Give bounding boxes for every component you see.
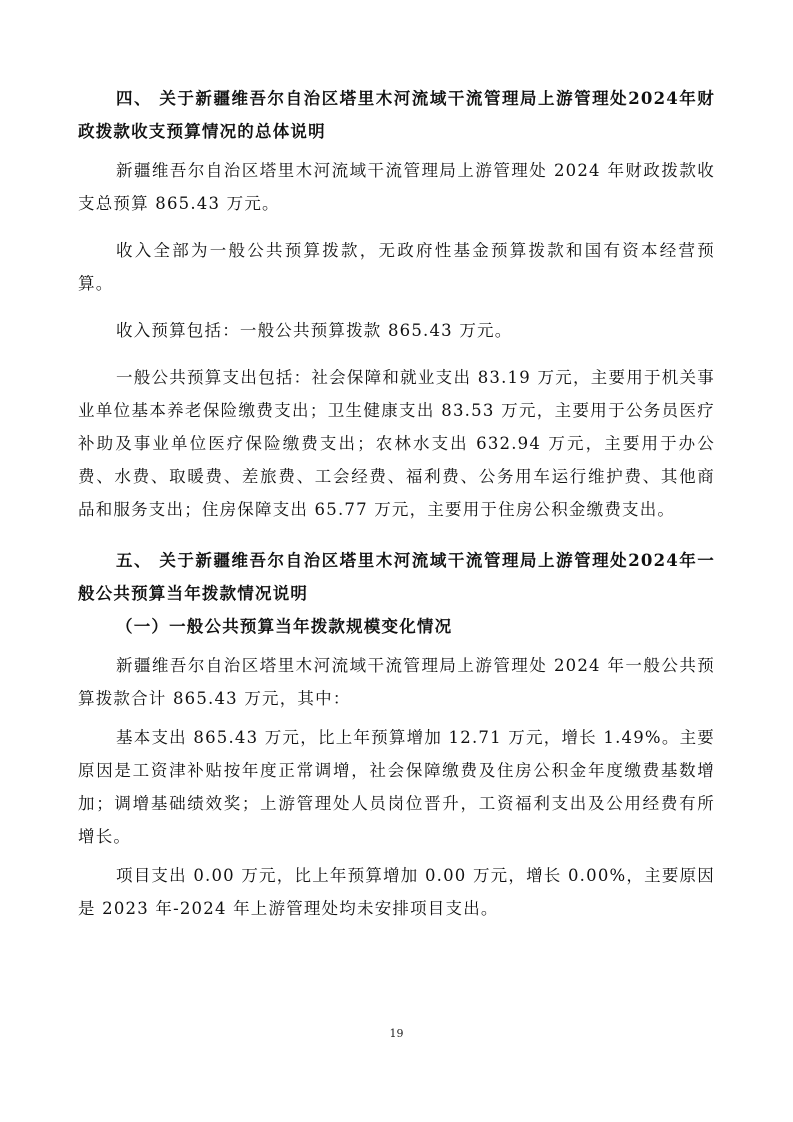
section-5-heading: 五、 关于新疆维吾尔自治区塔里木河流域干流管理局上游管理处2024年一般公共预算当年拨款情况说明: [78, 551, 715, 603]
page-number: 19: [389, 1027, 404, 1040]
section-4-paragraph-2: 收入全部为一般公共预算拨款，无政府性基金预算拨款和国有资本经营预算。: [78, 241, 715, 293]
document-page: [78, 78, 715, 925]
section-5-paragraph-1: 新疆维吾尔自治区塔里木河流域干流管理局上游管理处 2024 年一般公共预算拨款合计 865.43 万元，其中：: [78, 656, 715, 708]
section-4-paragraph-4: 一般公共预算支出包括：社会保障和就业支出 83.19 万元，主要用于机关事业单位基本养老保险缴费支出；卫生健康支出 83.53 万元，主要用于公务员医疗补助及事业单位医疗保险缴费支出；农林水支出 632.94 万元，主要用于办公费、水费、取暖费、差旅费、工会经费、福利费、公务用车运行维护费、其他商品和服务支出；住房保障支出 65.77 万元，主要用于住房公积金缴费支出。: [78, 368, 715, 519]
section-4-heading: 四、 关于新疆维吾尔自治区塔里木河流域干流管理局上游管理处2024年财政拨款收支预算情况的总体说明: [78, 89, 715, 141]
section-4-paragraph-3: 收入预算包括：一般公共预算拨款 865.43 万元。: [116, 321, 513, 340]
section-4-paragraph-1: 新疆维吾尔自治区塔里木河流域干流管理局上游管理处 2024 年财政拨款收支总预算 865.43 万元。: [78, 161, 715, 213]
section-5-paragraph-3: 项目支出 0.00 万元，比上年预算增加 0.00 万元，增长 0.00%，主要原因是 2023 年-2024 年上游管理处均未安排项目支出。: [78, 866, 715, 918]
section-5-paragraph-2: 基本支出 865.43 万元，比上年预算增加 12.71 万元，增长 1.49%。主要原因是工资津补贴按年度正常调增，社会保障缴费及住房公积金年度缴费基数增加；调增基础绩效奖；上游管理处人员岗位晋升，工资福利支出及公用经费有所增长。: [78, 728, 715, 846]
section-5-subheading: （一）一般公共预算当年拨款规模变化情况: [116, 617, 453, 636]
